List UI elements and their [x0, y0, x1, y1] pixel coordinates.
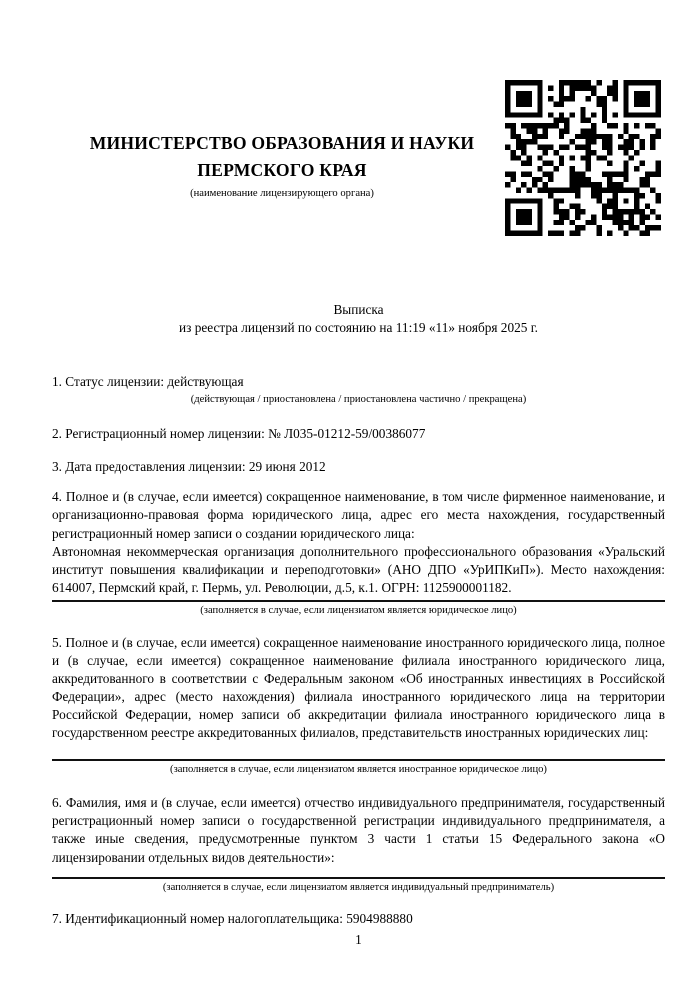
field-license-grant-date	[52, 458, 665, 476]
license-grant-date-text: 3. Дата предоставления лицензии: 29 июня 2012	[52, 459, 326, 475]
individual-entrepreneur-label: 6. Фамилия, имя и (в случае, если имеется) отчество индивидуального предпринимателя, государственный регистрационный номер записи о государственной регистрации индивидуального предпринимателя, а также иные сведения, предусмотренные пунктом 3 части 1 статьи 15 Федерального закона «О лицензировании отдельных видов деятельности»:	[52, 795, 665, 865]
field-taxpayer-id	[52, 910, 665, 928]
document-title-line2: из реестра лицензий по состоянию на 11:19 «11» ноября 2025 г.	[179, 320, 538, 336]
individual-entrepreneur-caption: (заполняется в случае, если лицензиатом является индивидуальный предприниматель)	[162, 881, 555, 893]
ministry-name-line1: МИНИСТЕРСТВО ОБРАЗОВАНИЯ И НАУКИ	[89, 133, 475, 153]
taxpayer-id-text: 7. Идентификационный номер налогоплательщика: 5904988880	[52, 910, 413, 926]
licensing-authority-header	[52, 130, 512, 201]
field-legal-entity-info	[52, 488, 665, 617]
registration-number-text: 2. Регистрационный номер лицензии: № Л035-01212-59/00386077	[52, 426, 426, 442]
field-individual-entrepreneur-info	[52, 794, 665, 894]
license-status-text: 1. Статус лицензии: действующая	[52, 374, 244, 390]
foreign-entity-label: 5. Полное и (в случае, если имеется) сокращенное наименование иностранного юридического лица, полное и (в случае, если имеется) сокращенное наименование филиала иностранного юридического лица, аккредитованного в соответствии с Федеральным законом «Об иностранных инвестициях в Российской Федерации», адрес (место нахождения) филиала иностранного юридического лица на территории Российской Федерации, номер записи об аккредитации филиала иностранного юридического лица в государственном реестре аккредитованных филиалов, представительств иностранных юридических лиц:	[52, 634, 665, 741]
field-registration-number	[52, 425, 665, 443]
qr-code-image	[505, 80, 661, 236]
qr-code	[505, 80, 661, 236]
document-title-line1: Выписка	[333, 302, 384, 317]
fill-in-line	[52, 877, 665, 879]
legal-entity-value: Автономная некоммерческая организация дополнительного профессионального образования «Уральский институт повышения квалификации и переподготовки» (АНО ДПО «УрИПКиП»). Место нахождения: 614007, Пермский край, г. Пермь, ул. Революции, д.5, к.1. ОГРН: 1125900001182.	[52, 543, 665, 595]
legal-entity-label: 4. Полное и (в случае, если имеется) сокращенное наименование, в том числе фирменное наименование, и организационно-правовая форма юридического лица, адрес его места нахождения, государственный регистрационный номер записи о создании юридического лица:	[52, 489, 665, 541]
foreign-entity-caption: (заполняется в случае, если лицензиатом является иностранное юридическое лицо)	[170, 764, 547, 776]
fill-in-line	[52, 759, 665, 761]
ministry-caption: (наименование лицензирующего органа)	[190, 188, 374, 199]
field-foreign-entity-info	[52, 634, 665, 777]
ministry-name-line2: ПЕРМСКОГО КРАЯ	[197, 160, 367, 180]
license-status-options-caption: (действующая / приостановлена / приостановлена частично / прекращена)	[190, 394, 527, 406]
legal-entity-caption: (заполняется в случае, если лицензиатом является юридическое лицо)	[200, 604, 517, 616]
fill-in-line	[52, 600, 665, 602]
field-license-status	[52, 373, 665, 407]
document-title	[52, 301, 665, 337]
page-number: 1	[355, 931, 362, 947]
